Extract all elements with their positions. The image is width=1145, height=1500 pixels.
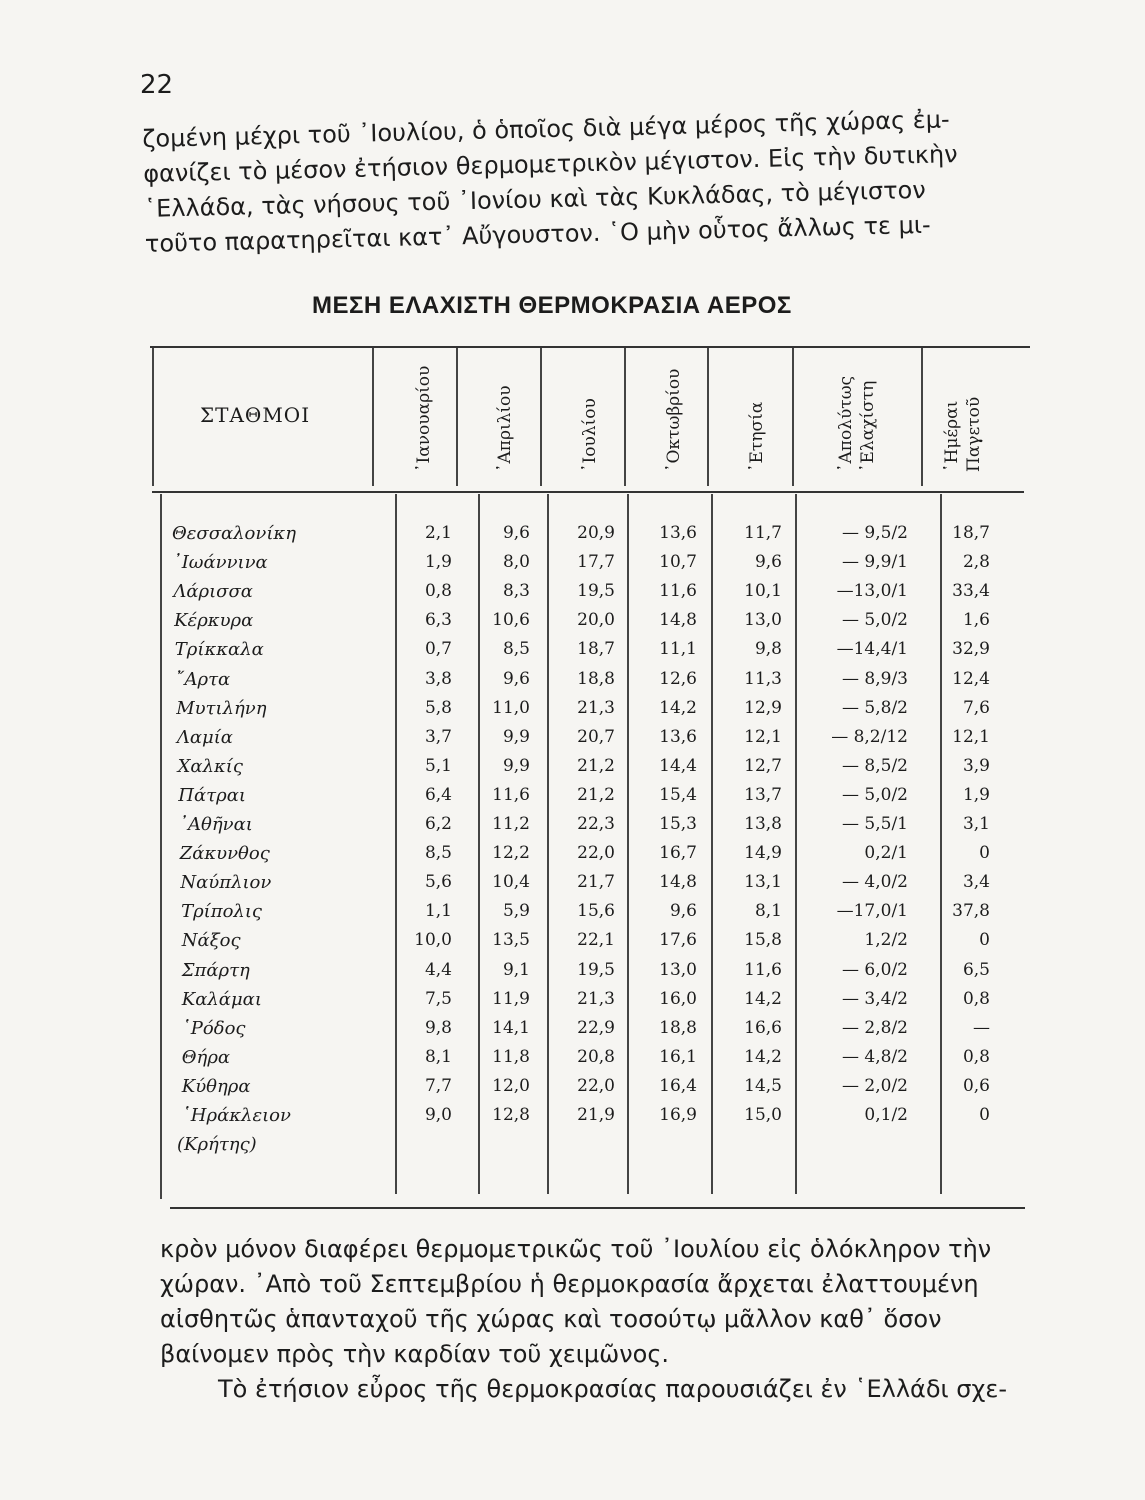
station-name: Μυτιλήνη [176, 697, 267, 719]
value-cell: —14,4/1 [836, 639, 908, 660]
value-cell: 10,7 [659, 552, 697, 573]
value-cell: 9,1 [502, 959, 530, 980]
value-cell: 9,8 [424, 1017, 452, 1038]
table-row [0, 1076, 1145, 1105]
value-cell: 21,3 [577, 697, 615, 718]
station-name: Σπάρτη [181, 959, 250, 981]
value-cell: 18,7 [577, 639, 615, 660]
value-cell: 5,1 [424, 755, 452, 776]
value-cell: 14,5 [744, 1075, 782, 1096]
value-cell: 20,9 [577, 523, 615, 543]
value-cell: 12,9 [744, 697, 782, 718]
table-row [0, 1134, 1145, 1163]
value-cell: 10,4 [492, 872, 530, 893]
table-row [0, 1105, 1145, 1134]
value-cell: 11,2 [492, 814, 530, 834]
value-cell: 11,0 [492, 697, 530, 718]
value-cell: 1,9 [962, 784, 990, 805]
table-row [0, 581, 1145, 610]
value-cell: 13,8 [744, 814, 782, 834]
text-line: βαίνομεν πρὸς τὴν καρδίαν τοῦ χειμῶνος. [160, 1340, 670, 1368]
table-row [0, 1047, 1145, 1076]
table-row [0, 610, 1145, 639]
value-cell: 7,6 [962, 697, 990, 718]
value-cell: 16,0 [659, 988, 697, 1009]
value-cell: 15,0 [744, 1105, 782, 1125]
value-cell: 11,3 [744, 668, 782, 689]
value-cell: 9,8 [754, 639, 782, 660]
station-name: Ζάκυνθος [179, 843, 270, 865]
table-row [0, 785, 1145, 814]
value-cell: 14,2 [744, 1046, 782, 1067]
value-cell: 21,3 [577, 988, 615, 1009]
value-cell: — 8,9/3 [842, 668, 908, 689]
table-top-rule [150, 346, 1030, 348]
value-cell: 11,7 [744, 523, 782, 543]
value-cell: 2,1 [424, 523, 452, 543]
value-cell: 0,8 [962, 1046, 990, 1067]
value-cell: 32,9 [952, 639, 990, 660]
value-cell: 8,1 [754, 901, 782, 922]
value-cell: 0 [979, 843, 990, 864]
table-row [0, 669, 1145, 698]
paragraph-top [142, 100, 1025, 261]
table-left-border [152, 348, 154, 486]
value-cell: 18,8 [577, 668, 615, 689]
station-name: Πάτραι [178, 784, 246, 806]
value-cell: 11,8 [492, 1046, 530, 1067]
column-divider [456, 348, 458, 486]
value-cell: 0,8 [962, 988, 990, 1009]
value-cell: 8,0 [502, 552, 530, 573]
station-name: ῾Ρόδος [181, 1017, 246, 1039]
table-bottom-rule [170, 1207, 1025, 1209]
column-header-frost: Παγετοῦ [964, 396, 984, 472]
station-name: Λαμία [176, 726, 233, 748]
text-line: ῾Ελλάδα, τὰς νήσους τοῦ ᾿Ιονίου καὶ τὰς Κυκλάδας, τὸ μέγιστον [143, 175, 927, 223]
value-cell: 5,9 [502, 901, 530, 922]
column-header-annual: ᾿Ετησία [747, 401, 767, 472]
value-cell: 3,7 [424, 726, 452, 747]
value-cell: 0,1/2 [864, 1105, 908, 1125]
value-cell: 8,5 [424, 843, 452, 864]
value-cell: — 2,8/2 [842, 1017, 908, 1038]
station-name: Χαλκίς [177, 755, 243, 777]
value-cell: 15,4 [659, 784, 697, 805]
value-cell: 6,2 [424, 814, 452, 834]
table-row [0, 639, 1145, 668]
value-cell: 5,8 [424, 697, 452, 718]
value-cell: 1,6 [962, 610, 990, 631]
value-cell: 13,6 [659, 523, 697, 543]
table-row [0, 698, 1145, 727]
value-cell: 19,5 [577, 959, 615, 980]
value-cell: — 5,0/2 [842, 784, 908, 805]
value-cell: — 9,9/1 [842, 552, 908, 573]
column-header-january: ᾿Ιανουαρίου [414, 365, 434, 472]
value-cell: 22,9 [577, 1017, 615, 1038]
value-cell: — 5,0/2 [842, 610, 908, 631]
value-cell: 17,6 [659, 930, 697, 951]
value-cell: 7,7 [424, 1075, 452, 1096]
value-cell: — 3,4/2 [842, 988, 908, 1009]
value-cell: 12,1 [952, 726, 990, 747]
column-divider [792, 348, 794, 486]
column-header-absolute: ᾿Απολύτως [836, 375, 856, 472]
column-divider [921, 348, 923, 486]
value-cell: 16,6 [744, 1017, 782, 1038]
value-cell: 20,7 [577, 726, 615, 747]
value-cell: 20,0 [577, 610, 615, 631]
station-name: Νάξος [181, 930, 241, 952]
table-row [0, 960, 1145, 989]
station-name: ῾Ηράκλειον [181, 1105, 291, 1126]
value-cell: 9,0 [424, 1105, 452, 1125]
station-name: ᾿Ιωάννινα [172, 552, 268, 574]
value-cell: 9,6 [754, 552, 782, 573]
value-cell: 1,2/2 [864, 930, 908, 951]
station-name: Θεσσαλονίκη [172, 523, 296, 544]
value-cell: 2,8 [962, 552, 990, 573]
value-cell: — 2,0/2 [842, 1075, 908, 1096]
value-cell: 13,1 [744, 872, 782, 893]
station-name: Τρίκκαλα [174, 639, 264, 661]
table-row [0, 989, 1145, 1018]
value-cell: — 5,5/1 [842, 814, 908, 834]
value-cell: 3,1 [962, 814, 990, 834]
value-cell: 11,6 [744, 959, 782, 980]
column-header-july: ᾿Ιουλίου [580, 398, 600, 472]
text-line: κρὸν μόνον διαφέρει θερμομετρικῶς τοῦ ᾿Ιουλίου εἰς ὁλόκληρον τὴν [160, 1235, 992, 1263]
value-cell: 14,1 [492, 1017, 530, 1038]
value-cell: 12,1 [744, 726, 782, 747]
value-cell: 20,8 [577, 1046, 615, 1067]
table-row [0, 814, 1145, 843]
value-cell: 8,5 [502, 639, 530, 660]
value-cell: 12,6 [659, 668, 697, 689]
value-cell: 1,1 [424, 901, 452, 922]
value-cell: 12,2 [492, 843, 530, 864]
value-cell: 10,1 [744, 581, 782, 602]
value-cell: 15,6 [577, 901, 615, 922]
value-cell: 22,0 [577, 843, 615, 864]
column-header-minimum: ᾿Ελαχίστη [858, 380, 878, 472]
page-number: 22 [140, 70, 174, 100]
value-cell: — 4,8/2 [842, 1046, 908, 1067]
text-line: τοῦτο παρατηρεῖται κατ᾿ Αὔγουστον. ῾Ο μὴν οὗτος ἄλλως τε μι- [144, 210, 931, 258]
column-divider [707, 348, 709, 486]
value-cell: — 9,5/2 [842, 523, 908, 543]
station-name: Λάρισσα [173, 581, 253, 603]
value-cell: 11,9 [492, 988, 530, 1009]
value-cell: 16,4 [659, 1075, 697, 1096]
value-cell: 10,0 [414, 930, 452, 951]
value-cell: 5,6 [424, 872, 452, 893]
station-name: Καλάμαι [181, 988, 262, 1010]
value-cell: 3,4 [962, 872, 990, 893]
value-cell: 19,5 [577, 581, 615, 602]
station-name: Κύθηρα [181, 1075, 251, 1097]
station-name: Κέρκυρα [174, 610, 254, 632]
value-cell: 6,3 [424, 610, 452, 631]
value-cell: —13,0/1 [836, 581, 908, 602]
value-cell: 14,2 [659, 697, 697, 718]
column-header-days: ῾Ημέραι [942, 400, 962, 472]
value-cell: 13,6 [659, 726, 697, 747]
value-cell: 13,7 [744, 784, 782, 805]
column-header-april: ᾿Απριλίου [495, 385, 515, 472]
value-cell: 3,9 [962, 755, 990, 776]
value-cell: 22,3 [577, 814, 615, 834]
stations-header: ΣΤΑΘΜΟΙ [200, 403, 311, 427]
value-cell: 11,6 [492, 784, 530, 805]
value-cell: 21,2 [577, 755, 615, 776]
column-divider [372, 348, 374, 486]
value-cell: 9,6 [502, 668, 530, 689]
value-cell: 8,3 [502, 581, 530, 602]
station-name: ῎Αρτα [175, 668, 231, 690]
value-cell: 16,1 [659, 1046, 697, 1067]
value-cell: 18,8 [659, 1017, 697, 1038]
value-cell: 8,1 [424, 1046, 452, 1067]
column-divider [624, 348, 626, 486]
value-cell: — 5,8/2 [842, 697, 908, 718]
value-cell: — 8,5/2 [842, 755, 908, 776]
table-row [0, 901, 1145, 930]
text-line: Τὸ ἐτήσιον εὖρος τῆς θερμοκρασίας παρουσιάζει ἐν ῾Ελλάδι σχε- [218, 1375, 1007, 1403]
station-name: Ναύπλιον [180, 872, 272, 894]
value-cell: 13,5 [492, 930, 530, 951]
value-cell: 16,9 [659, 1105, 697, 1125]
station-name: Θήρα [181, 1046, 231, 1068]
value-cell: 12,7 [744, 755, 782, 776]
value-cell: 4,4 [424, 959, 452, 980]
value-cell: 14,9 [744, 843, 782, 864]
column-divider [540, 348, 542, 486]
table-row [0, 930, 1145, 959]
value-cell: 15,8 [744, 930, 782, 951]
value-cell: 12,4 [952, 668, 990, 689]
value-cell: 12,8 [492, 1105, 530, 1125]
value-cell: 21,7 [577, 872, 615, 893]
value-cell: 22,0 [577, 1075, 615, 1096]
value-cell: 9,9 [502, 726, 530, 747]
value-cell: 0 [979, 930, 990, 951]
text-line: ζομένη μέχρι τοῦ ᾿Ιουλίου, ὁ ὁποῖος διὰ μέγα μέρος τῆς χώρας ἐμ- [142, 105, 950, 153]
station-name: ᾿Αθῆναι [179, 814, 253, 835]
table-row [0, 1018, 1145, 1047]
value-cell: 13,0 [659, 959, 697, 980]
table-header-rule [152, 491, 1024, 493]
table-row [0, 843, 1145, 872]
value-cell: 0,7 [424, 639, 452, 660]
value-cell: — [973, 1017, 990, 1038]
value-cell: 14,2 [744, 988, 782, 1009]
value-cell: — 8,2/12 [831, 726, 908, 747]
station-name: Τρίπολις [181, 901, 262, 923]
value-cell: 11,1 [659, 639, 697, 660]
value-cell: — 6,0/2 [842, 959, 908, 980]
value-cell: 9,6 [669, 901, 697, 922]
value-cell: 15,3 [659, 814, 697, 834]
value-cell: 14,8 [659, 610, 697, 631]
value-cell: 10,6 [492, 610, 530, 631]
value-cell: — 4,0/2 [842, 872, 908, 893]
value-cell: 0,8 [424, 581, 452, 602]
value-cell: 37,8 [952, 901, 990, 922]
table-row [0, 727, 1145, 756]
table-row [0, 872, 1145, 901]
value-cell: 22,1 [577, 930, 615, 951]
value-cell: 6,5 [962, 959, 990, 980]
value-cell: 11,6 [659, 581, 697, 602]
value-cell: 7,5 [424, 988, 452, 1009]
value-cell: 16,7 [659, 843, 697, 864]
value-cell: 14,8 [659, 872, 697, 893]
paragraph-bottom [160, 1232, 1055, 1407]
value-cell: 12,0 [492, 1075, 530, 1096]
value-cell: —17,0/1 [836, 901, 908, 922]
value-cell: 21,9 [577, 1105, 615, 1125]
value-cell: 1,9 [424, 552, 452, 573]
text-line: χώραν. ᾿Απὸ τοῦ Σεπτεμβρίου ἡ θερμοκρασία ἄρχεται ἐλαττουμένη [160, 1270, 979, 1298]
table-row [0, 552, 1145, 581]
text-line: αἰσθητῶς ἁπανταχοῦ τῆς χώρας καὶ τοσούτῳ μᾶλλον καθ᾿ ὅσον [160, 1305, 942, 1333]
value-cell: 17,7 [577, 552, 615, 573]
text-line: φανίζει τὸ μέσον ἐτήσιον θερμομετρικὸν μέγιστον. Εἰς τὴν δυτικὴν [142, 140, 958, 188]
station-name: (Κρήτης) [177, 1134, 257, 1156]
value-cell: 0 [979, 1105, 990, 1125]
value-cell: 9,6 [502, 523, 530, 543]
value-cell: 3,8 [424, 668, 452, 689]
value-cell: 9,9 [502, 755, 530, 776]
table-row [0, 523, 1145, 552]
value-cell: 18,7 [952, 523, 990, 543]
table-row [0, 756, 1145, 785]
table-title: ΜΕΣΗ ΕΛΑΧΙΣΤΗ ΘΕΡΜΟΚΡΑΣΙΑ ΑΕΡΟΣ [312, 292, 792, 319]
value-cell: 21,2 [577, 784, 615, 805]
value-cell: 14,4 [659, 755, 697, 776]
value-cell: 0,2/1 [864, 843, 908, 864]
value-cell: 33,4 [952, 581, 990, 602]
column-header-october: ᾿Οκτωβρίου [664, 368, 684, 472]
value-cell: 0,6 [962, 1075, 990, 1096]
value-cell: 6,4 [424, 784, 452, 805]
value-cell: 13,0 [744, 610, 782, 631]
